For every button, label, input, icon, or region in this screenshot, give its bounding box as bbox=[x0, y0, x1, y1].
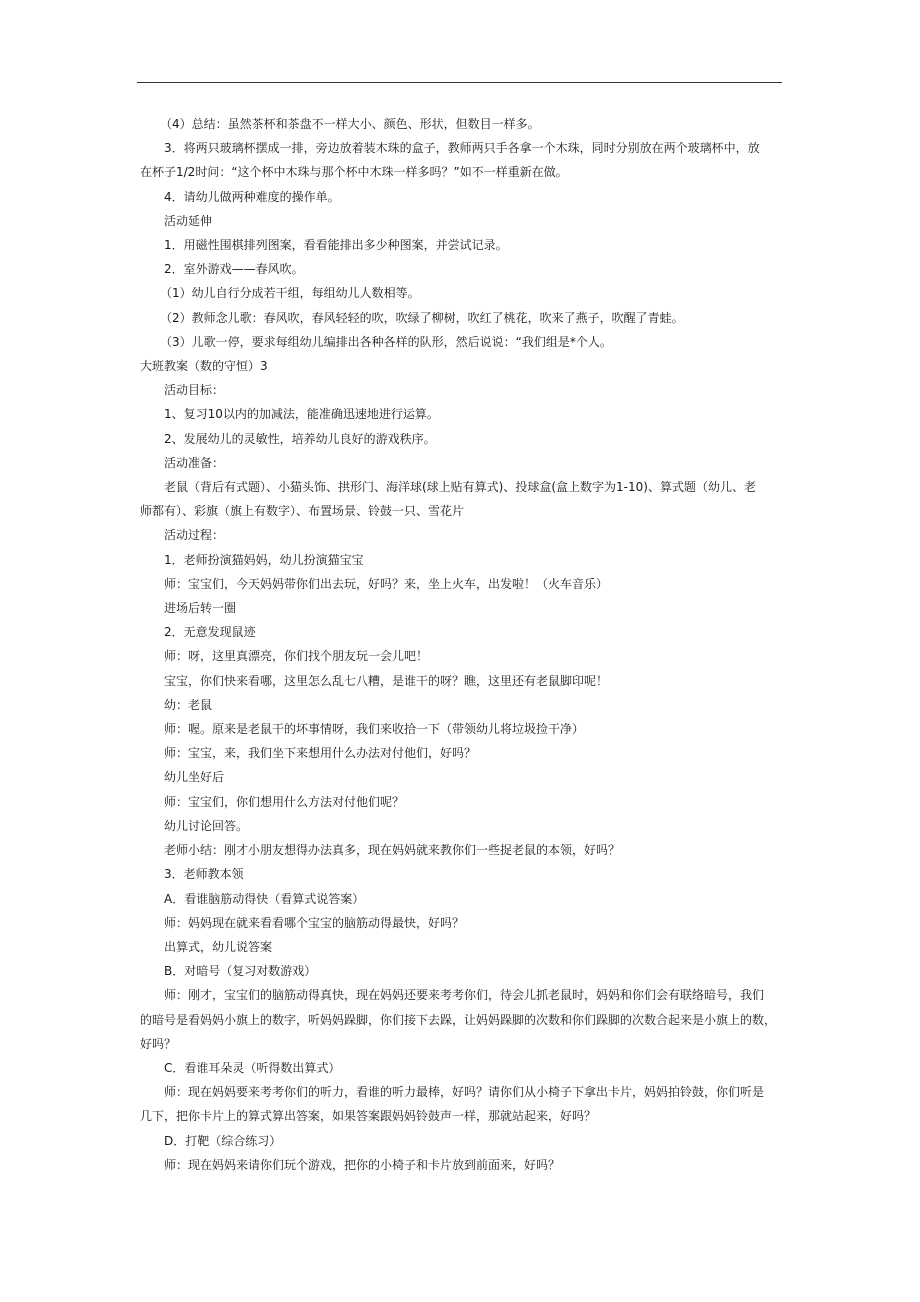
text-line: 师：呀，这里真漂亮，你们找个朋友玩一会儿吧！ bbox=[164, 649, 429, 664]
text-line: 师：刚才，宝宝们的脑筋动得真快，现在妈妈还要来考考你们，待会儿抓老鼠时，妈妈和你们会有联络暗号，我们 bbox=[164, 988, 765, 1003]
text-line: （2）教师念儿歌：春风吹，春风轻轻的吹，吹绿了柳树，吹红了桃花，吹来了燕子，吹醒了青蛙。 bbox=[160, 310, 684, 325]
text-line: 在杯子1/2时问：“这个杯中木珠与那个杯中木珠一样多吗？”如不一样重新在做。 bbox=[140, 165, 568, 180]
text-line: 3．老师教本领 bbox=[164, 867, 244, 882]
text-line: 幼：老鼠 bbox=[164, 697, 213, 712]
lesson-title: 大班教案（数的守恒）3 bbox=[140, 359, 268, 374]
text-line: 1、复习10以内的加减法，能准确迅速地进行运算。 bbox=[164, 407, 439, 422]
text-line: 出算式，幼儿说答案 bbox=[164, 939, 273, 954]
text-line: 老师小结：刚才小朋友想得办法真多，现在妈妈就来教你们一些捉老鼠的本领，好吗？ bbox=[164, 843, 621, 858]
text-line: 师：现在妈妈要来考考你们的听力，看谁的听力最棒，好吗？请你们从小椅子下拿出卡片，妈妈拍铃鼓，你们听是 bbox=[164, 1085, 765, 1100]
text-line: 老鼠（背后有式题）、小猫头饰、拱形门、海洋球(球上贴有算式)、投球盒(盒上数字为1-10)、算式题（幼儿、老 bbox=[164, 480, 756, 495]
text-line: D．打靶（综合练习） bbox=[164, 1133, 282, 1148]
text-line: 师：宝宝们，你们想用什么方法对付他们呢？ bbox=[164, 794, 405, 809]
text-line: （3）儿歌一停，要求每组幼儿编排出各种各样的队形，然后说说：“我们组是*个人。 bbox=[160, 334, 612, 349]
text-line: 2、发展幼儿的灵敏性，培养幼儿良好的游戏秩序。 bbox=[164, 431, 436, 446]
text-line: 3．将两只玻璃杯摆成一排，旁边放着装木珠的盒子，教师两只手各拿一个木珠，同时分别放在两个玻璃杯中，放 bbox=[164, 141, 760, 156]
text-line: 师都有）、彩旗（旗上有数字）、布置场景、铃鼓一只、雪花片 bbox=[140, 504, 465, 519]
text-line: 几下，把你卡片上的算式算出答案，如果答案跟妈妈铃鼓声一样，那就站起来，好吗？ bbox=[140, 1109, 597, 1124]
header-rule bbox=[137, 82, 782, 83]
text-line: 的暗号是看妈妈小旗上的数字，听妈妈跺脚，你们接下去跺，让妈妈跺脚的次数和你们跺脚的次数合起来是小旗上的数， bbox=[140, 1012, 777, 1027]
section-heading: 活动目标： bbox=[164, 383, 225, 398]
text-line: 幼儿讨论回答。 bbox=[164, 818, 249, 833]
text-line: A．看谁脑筋动得快（看算式说答案） bbox=[164, 891, 365, 906]
text-line: 幼儿坐好后 bbox=[164, 770, 225, 785]
section-heading: 活动过程： bbox=[164, 528, 225, 543]
text-line: 1．用磁性围棋排列图案，看看能排出多少种图案，并尝试记录。 bbox=[164, 238, 508, 253]
text-line: 师：喔。原来是老鼠干的坏事情呀，我们来收拾一下（带领幼儿将垃圾捡干净） bbox=[164, 722, 585, 737]
text-line: 师：宝宝，来，我们坐下来想用什么办法对付他们，好吗？ bbox=[164, 746, 477, 761]
text-line: 师：宝宝们，今天妈妈带你们出去玩，好吗？来，坐上火车，出发啦！（火车音乐） bbox=[164, 576, 609, 591]
section-heading: 活动延伸 bbox=[164, 213, 213, 228]
text-line: 2．室外游戏——春风吹。 bbox=[164, 262, 304, 277]
text-line: 1．老师扮演猫妈妈，幼儿扮演猫宝宝 bbox=[164, 552, 364, 567]
section-heading: 活动准备： bbox=[164, 455, 225, 470]
text-line: （4）总结：虽然茶杯和茶盘不一样大小、颜色、形状，但数目一样多。 bbox=[160, 117, 540, 131]
text-line: 4．请幼儿做两种难度的操作单。 bbox=[164, 189, 340, 204]
text-line: B．对暗号（复习对数游戏） bbox=[164, 964, 317, 979]
text-line: 师：现在妈妈来请你们玩个游戏，把你的小椅子和卡片放到前面来，好吗？ bbox=[164, 1157, 561, 1172]
text-line: 进场后转一圈 bbox=[164, 601, 237, 616]
text-line: 宝宝，你们快来看哪，这里怎么乱七八糟，是谁干的呀？瞧，这里还有老鼠脚印呢！ bbox=[164, 673, 609, 688]
text-line: 2．无意发现鼠迹 bbox=[164, 625, 256, 640]
text-line: （1）幼儿自行分成若干组，每组幼儿人数相等。 bbox=[160, 286, 420, 301]
text-line: C．看谁耳朵灵（听得数出算式） bbox=[164, 1060, 341, 1075]
text-line: 师：妈妈现在就来看看哪个宝宝的脑筋动得最快，好吗？ bbox=[164, 915, 465, 930]
document-body bbox=[140, 112, 782, 1177]
text-line: 好吗？ bbox=[140, 1036, 177, 1051]
